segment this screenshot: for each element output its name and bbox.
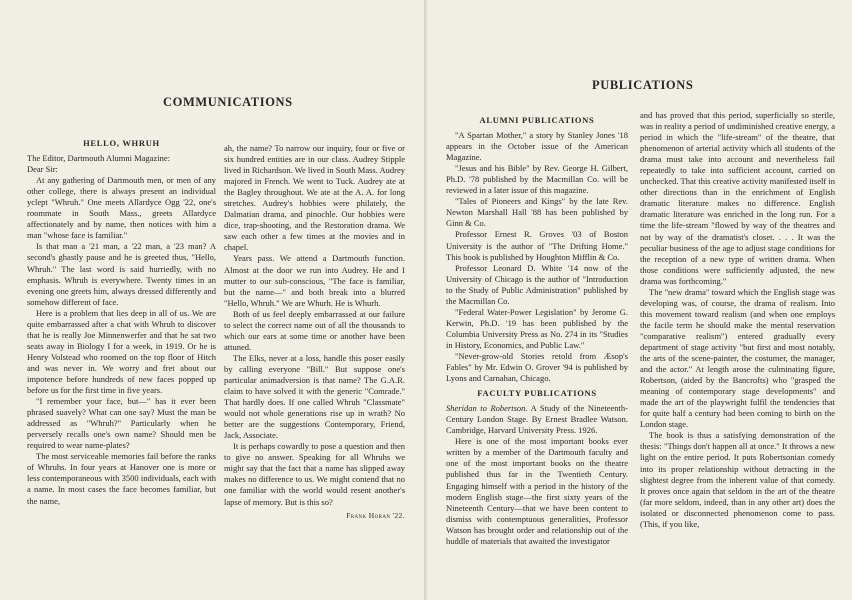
salutation-dear: Dear Sir:: [27, 164, 58, 175]
paragraph: Is that man a '21 man, a '22 man, a '23 man? A second's ghastly pause and he is greeted thus, "Hello, Whruh." The last word is said hurriedly, with no emphasis. Whruh is everywhere. Twenty times in an evening one greets him, always dressed differently and somehow different of face.: [27, 241, 216, 307]
communications-header: COMMUNICATIONS: [163, 95, 293, 109]
left-column-2: [224, 143, 405, 521]
paragraph: Both of us feel deeply embarrassed at our failure to select the correct name out of all the thousands to which our ears at some time or another have been attuned.: [224, 308, 405, 352]
publication-entry: "Never-grow-old Stories retold from Æsop's Fables" by Mr. Edwin O. Grover '94 is published by Lyons and Carnahan, Chicago.: [446, 350, 628, 384]
publication-entry: "Jesus and his Bible" by Rev. George H. Gilbert, Ph.D. '78 published by the Macmillan Co. will be reviewed in a later issue of this magazine.: [446, 163, 628, 196]
paragraph: It is perhaps cowardly to pose a question and then to give no answer. Speaking for all Whruhs we might say that the fact that a name has slipped away makes no difference to us. We might contend that no one familiar with the world would resent another's lapse of memory. But is this so?: [224, 441, 405, 507]
publication-entry: "Federal Water-Power Legislation" by Jerome G. Kerwin, Ph.D. '19 has been published by the Columbia University Press as No. 274 in its "Studies in History, Economics, and Public Law.": [446, 306, 628, 350]
faculty-book-title: Sheridan to Robertson.: [446, 403, 528, 414]
faculty-book-citation: [446, 403, 628, 436]
paragraph: ah, the name? To narrow our inquiry, four or five or six hundred entities are in our class. Audrey Stipple lived in Richardson. We lived in South Mass. Audrey majored in French. We went to Tuck. Audrey ate at the Bagley throughout. We ate at the A. A. for long stretches. Audrey's hobbies were philately, the Dalmatian drama, and pinochle. Our hobbies were dice, trap-shooting, and the Restoration drama. We saw each other a few times at the movies and in chapel.: [224, 143, 405, 253]
right-column-1: [446, 115, 628, 547]
paragraph: Years pass. We attend a Dartmouth function. Almost at the door we run into Audrey. He and I mutter to our sub-conscious, "The face is familiar, but the name—" and both break into a blurred "Hello, Whruh." We are Whurh. He is Whurh.: [224, 253, 405, 308]
right-column-2: [640, 110, 835, 530]
publications-header: PUBLICATIONS: [592, 78, 694, 92]
paragraph: The most serviceable memories fail before the ranks of Whruhs. In four years at Hanover one is more or less contemporaneous with 3500 individuals, each with a name. In most cases the face becomes familiar, but the name,: [27, 451, 216, 506]
publication-entry: Professor Ernest R. Groves '03 of Boston University is the author of "The Drifting Home." This book is published by Houghton Mifflin & Co.: [446, 229, 628, 262]
left-page: [0, 0, 425, 600]
paragraph: and has proved that this period, superficially so sterile, was in reality a period of undiminished creative energy, a period in which the "life-stream" of the theatre, that phenomenon of arterial activity which all students of the drama must take into account and nevertheless fail repeatedly to take into sufficient account, carried on unchecked. That this creative activity manifested itself in other directions than in the enrichment of English dramatic literature makes no difference. English dramatic literature was enriched in the long run. For a time the life-stream "flowed by way of the theatres and not by way of the dramatist's closet. . . . It was the peculiar business of the age to adjust stage conditions for the reception of a new type of written drama. When those conditions were sufficiently adjusted, the new drama was forthcoming.": [640, 110, 835, 286]
publication-entry: "Tales of Pioneers and Kings" by the late Rev. Newton Marshall Hall '88 has been published by Ginn & Co.: [446, 196, 628, 229]
faculty-book-details: A Study of the Nineteenth-Century London Stage. By Ernest Bradlee Watson. Cambridge, Harvard University Press. 1926.: [446, 403, 628, 436]
paragraph: The book is thus a satisfying demonstration of the thesis: "Things don't happen all at once." It throws a new light on the entire period. It puts Robertsonian comedy into its proper relationship without detracting in the slightest degree from the inherent value of that comedy. It proves once again that seldom in the art of the theatre (far more seldom, indeed, than in any other art) does the isolated or disconnected phenomenon come to pass. (This, if you like,: [640, 430, 835, 529]
salutation-to: The Editor, Dartmouth Alumni Magazine:: [27, 153, 170, 164]
article-title: HELLO, WHRUH: [83, 138, 160, 148]
paragraph: At any gathering of Dartmouth men, or men of any other college, there is always present an individual yclept "Whruh." One meets Allardyce Ogg '22, one's roommate in South Mass., greets Allardyce affectionately and by name, then notices with him a man "whose face is familiar.": [27, 175, 216, 241]
paragraph: The Elks, never at a loss, handle this poser easily by calling everyone "Bill." But suppose one's particular animadversion is that name? The G.A.R. claim to have solved it with the generic "Comrade." That hardly does. If one called Whruh "Classmate" would not whole generations rise up in wrath? No better are the suggestions Contemporary, Friend, Jack, Associate.: [224, 352, 405, 441]
paragraph: Here is a problem that lies deep in all of us. We are quite embarrassed after a chat with Whruh to discover that he is really Joe Minnenwerfer and that he sat two seats away in Biology I for a week, in 1919. Or he is Henry Volstead who roomed on the top floor of Hitch and was never in. We worry and fret about our impotence before hundreds of new faces popped up before us for the first time in five years.: [27, 307, 216, 396]
publication-entry: Professor Leonard D. White '14 now of the University of Chicago is the author of "Introduction to the Study of Public Administration" published by the Macmillan Co.: [446, 262, 628, 306]
right-page: [427, 0, 852, 600]
paragraph: Here is one of the most important books ever written by a member of the Dartmouth faculty and one of the most important books on the theatre published thus far in the Twentieth Century. Engaging himself with a period in the history of the modern English stage—the first sixty years of the Nineteenth Century—that we have been content to dismiss with contemptuous generalities, Professor Watson has brought order and relationship out of the huddle of materials that awaited the investigator: [446, 436, 628, 546]
alumni-publications-title: ALUMNI PUBLICATIONS: [479, 115, 595, 125]
paragraph: "I remember your face, but—" has it ever been phrased suavely? What can one say? Must the man be addressed as "Whruh?" Particularly when he perversely recalls one's own name? Should men be required to wear name-plates?: [27, 396, 216, 451]
faculty-publications-title: FACULTY PUBLICATIONS: [477, 388, 597, 399]
paragraph: The "new drama" toward which the English stage was developing was, of course, the drama of realism. Into this movement toward realism (and when one employs the facile term he should make the mental reservation "comparative realism") entered gradually every department of stage activity "but first and most notably, the arts of the scene-painter, the costumer, the manager, and the actor." At length arose the culminating figure, Robertson, (aided by the Bancrofts) who "grasped the meaning of contemporary stage developments" and made the art of the playwright fulfil the tendencies that for quite half a century had been coming to birth on the London stage.: [640, 286, 835, 430]
left-column-1: [27, 138, 216, 507]
publication-entry: "A Spartan Mother," a story by Stanley Jones '18 appears in the October issue of the American Magazine.: [446, 130, 628, 163]
signature: Frank Horan '22.: [346, 510, 405, 520]
